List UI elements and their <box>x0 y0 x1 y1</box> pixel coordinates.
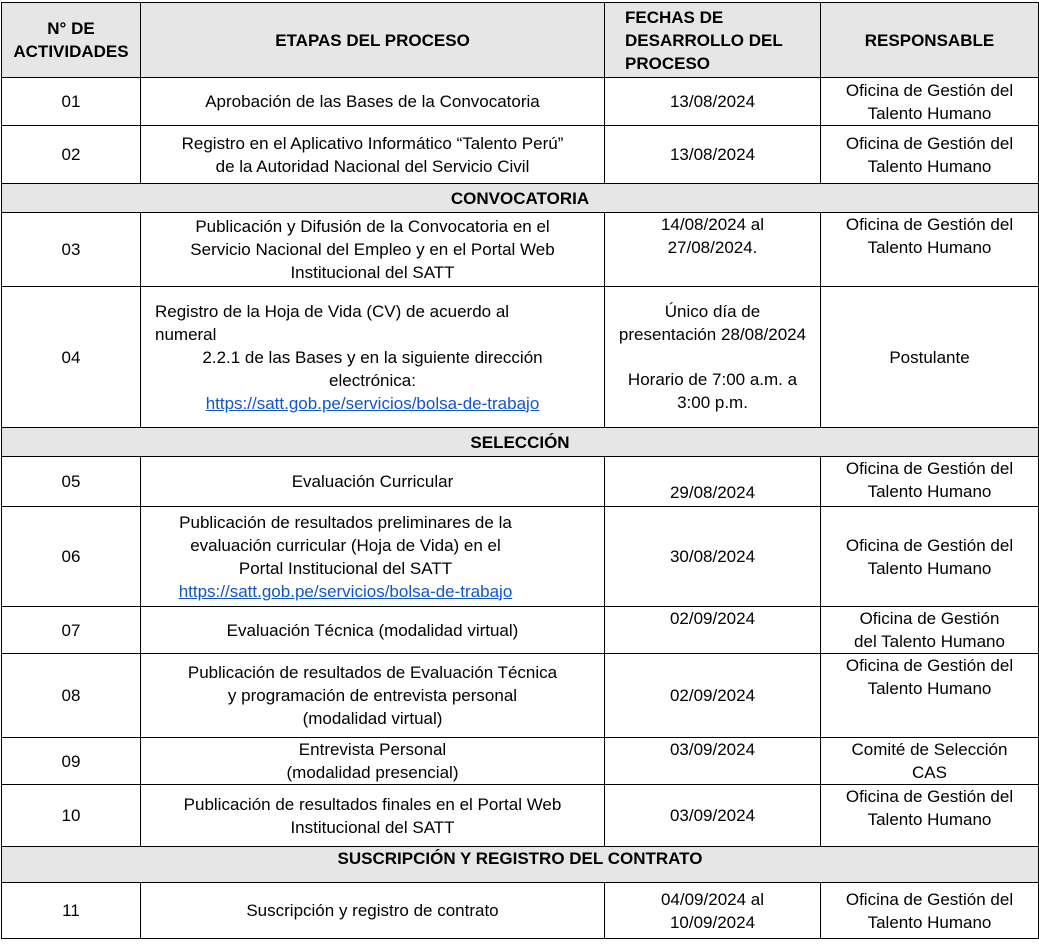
row-fecha: 02/09/2024 <box>605 607 821 654</box>
row-responsable: Comité de Selección CAS <box>821 738 1039 785</box>
table-row <box>2 126 1039 184</box>
section-convocatoria <box>2 184 1039 213</box>
header-etapas: ETAPAS DEL PROCESO <box>141 3 605 78</box>
row-fecha: 02/09/2024 <box>605 654 821 738</box>
row-etapa: Evaluación Técnica (modalidad virtual) <box>141 607 605 654</box>
table-row <box>2 654 1039 738</box>
row-responsable: Oficina de Gestión del Talento Humano <box>821 457 1039 507</box>
row-number: 04 <box>2 287 141 428</box>
row-fecha: 03/09/2024 <box>605 785 821 847</box>
row-responsable: Oficina de Gestión del Talento Humano <box>821 126 1039 184</box>
section-suscripcion <box>2 847 1039 883</box>
row-number: 07 <box>2 607 141 654</box>
table-row <box>2 738 1039 785</box>
section-title: SELECCIÓN <box>2 428 1039 457</box>
row-etapa: Aprobación de las Bases de la Convocatoria <box>141 78 605 126</box>
cronograma-table <box>1 2 1039 939</box>
row-etapa: Entrevista Personal (modalidad presencial) <box>141 738 605 785</box>
table-row <box>2 78 1039 126</box>
header-responsable: RESPONSABLE <box>821 3 1039 78</box>
row-etapa: Publicación de resultados finales en el Portal Web Institucional del SATT <box>141 785 605 847</box>
row-responsable: Oficina de Gestión del Talento Humano <box>821 654 1039 738</box>
table-row <box>2 213 1039 287</box>
row-fecha: 04/09/2024 al 10/09/2024 <box>605 883 821 939</box>
row-number: 01 <box>2 78 141 126</box>
row-etapa: Evaluación Curricular <box>141 457 605 507</box>
row-etapa: Publicación y Difusión de la Convocatoria en el Servicio Nacional del Empleo y en el Portal Web Institucional del SATT <box>141 213 605 287</box>
row-etapa: Publicación de resultados de Evaluación Técnica y programación de entrevista personal (modalidad virtual) <box>141 654 605 738</box>
header-row <box>2 3 1039 78</box>
row-responsable: Oficina de Gestión del Talento Humano <box>821 507 1039 607</box>
row-fecha: 30/08/2024 <box>605 507 821 607</box>
row-responsable: Oficina de Gestión del Talento Humano <box>821 883 1039 939</box>
row-number: 03 <box>2 213 141 287</box>
section-seleccion <box>2 428 1039 457</box>
header-n-actividades: N° DE ACTIVIDADES <box>2 3 141 78</box>
row-fecha: 29/08/2024 <box>605 457 821 507</box>
row-responsable: Oficina de Gestión del Talento Humano <box>821 213 1039 287</box>
row-responsable: Oficina de Gestión del Talento Humano <box>821 78 1039 126</box>
row-fecha: 14/08/2024 al 27/08/2024. <box>605 213 821 287</box>
row-etapa: Suscripción y registro de contrato <box>141 883 605 939</box>
row-number: 08 <box>2 654 141 738</box>
table-row <box>2 457 1039 507</box>
table-row <box>2 785 1039 847</box>
row-etapa: Publicación de resultados preliminares de la evaluación curricular (Hoja de Vida) en el Portal Institucional del SATT https://satt.gob.pe/servicios/bolsa-de-trabajo <box>141 507 605 607</box>
row-number: 09 <box>2 738 141 785</box>
row-etapa: Registro de la Hoja de Vida (CV) de acuerdo al numeral 2.2.1 de las Bases y en la siguiente dirección electrónica: https://satt.gob.pe/servicios/bolsa-de-trabajo <box>141 287 605 428</box>
table-row <box>2 883 1039 939</box>
table-row <box>2 607 1039 654</box>
row-fecha: 13/08/2024 <box>605 126 821 184</box>
row-responsable: Postulante <box>821 287 1039 428</box>
row-fecha: Único día de presentación 28/08/2024 Horario de 7:00 a.m. a 3:00 p.m. <box>605 287 821 428</box>
header-fechas: FECHAS DE DESARROLLO DEL PROCESO <box>605 3 821 78</box>
bolsa-de-trabajo-link[interactable]: https://satt.gob.pe/servicios/bolsa-de-trabajo <box>205 393 540 413</box>
row-responsable: Oficina de Gestión del Talento Humano <box>821 607 1039 654</box>
row-fecha: 03/09/2024 <box>605 738 821 785</box>
table-row <box>2 507 1039 607</box>
section-title: CONVOCATORIA <box>2 184 1039 213</box>
row-number: 10 <box>2 785 141 847</box>
row-number: 06 <box>2 507 141 607</box>
row-number: 02 <box>2 126 141 184</box>
bolsa-de-trabajo-link[interactable]: https://satt.gob.pe/servicios/bolsa-de-trabajo <box>178 581 513 601</box>
table-row <box>2 287 1039 428</box>
row-number: 11 <box>2 883 141 939</box>
row-etapa: Registro en el Aplicativo Informático “Talento Perú” de la Autoridad Nacional del Servicio Civil <box>141 126 605 184</box>
row-number: 05 <box>2 457 141 507</box>
section-title: SUSCRIPCIÓN Y REGISTRO DEL CONTRATO <box>2 847 1039 883</box>
row-responsable: Oficina de Gestión del Talento Humano <box>821 785 1039 847</box>
row-fecha: 13/08/2024 <box>605 78 821 126</box>
